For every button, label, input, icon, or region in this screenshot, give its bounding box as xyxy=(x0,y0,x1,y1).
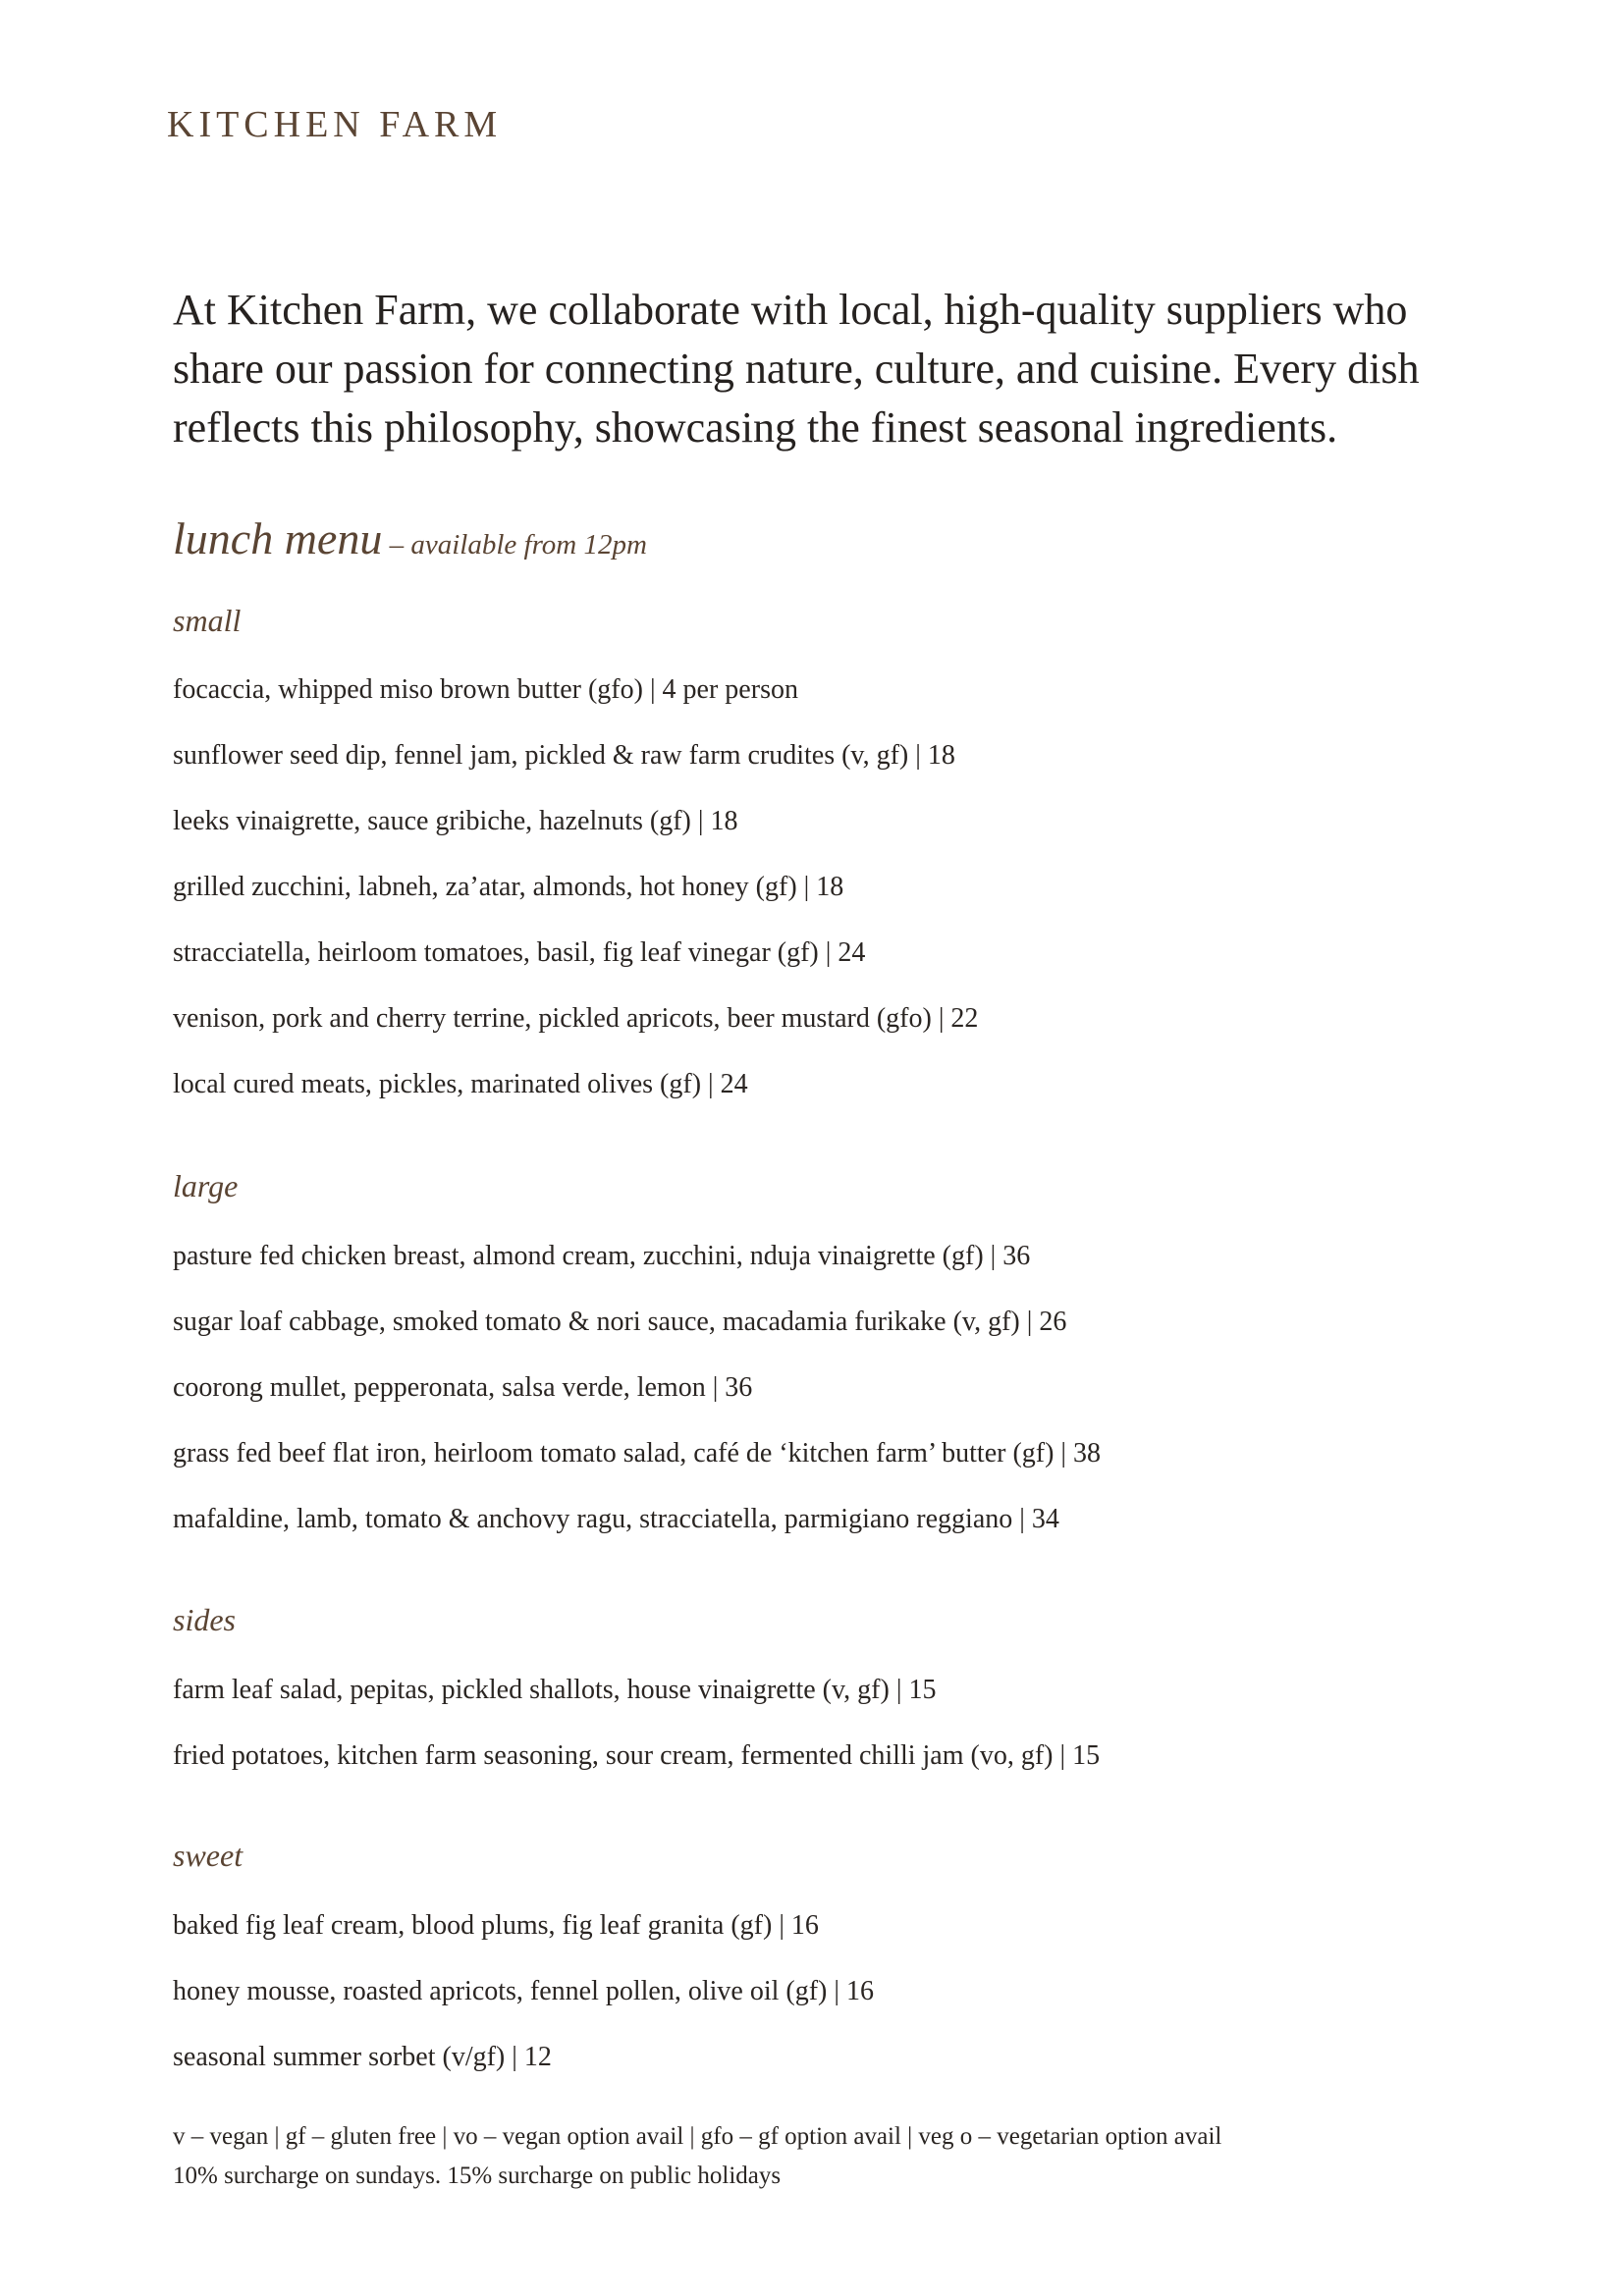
menu-title: lunch menu xyxy=(173,513,383,563)
section-title-sweet: sweet xyxy=(173,1838,243,1873)
menu-item: local cured meats, pickles, marinated olives (gf) | 24 xyxy=(173,1069,748,1099)
menu-item: leeks vinaigrette, sauce gribiche, hazelnuts (gf) | 18 xyxy=(173,806,738,836)
dietary-legend: v – vegan | gf – gluten free | vo – vegan option avail | gfo – gf option avail | veg o – vegetarian option avail xyxy=(173,2123,1222,2150)
menu-item: farm leaf salad, pepitas, pickled shallots, house vinaigrette (v, gf) | 15 xyxy=(173,1675,937,1705)
menu-item: honey mousse, roasted apricots, fennel pollen, olive oil (gf) | 16 xyxy=(173,1976,874,2006)
menu-subtitle: – available from 12pm xyxy=(382,529,647,561)
section-title-sides: sides xyxy=(173,1602,236,1637)
section-title-small: small xyxy=(173,603,242,638)
menu-item: fried potatoes, kitchen farm seasoning, sour cream, fermented chilli jam (vo, gf) | 15 xyxy=(173,1740,1101,1771)
menu-item: stracciatella, heirloom tomatoes, basil, fig leaf vinegar (gf) | 24 xyxy=(173,937,866,968)
menu-item: grass fed beef flat iron, heirloom tomato salad, café de ‘kitchen farm’ butter (gf) | 38 xyxy=(173,1438,1102,1468)
surcharge-note: 10% surcharge on sundays. 15% surcharge on public holidays xyxy=(173,2163,782,2189)
section-title-large: large xyxy=(173,1168,239,1203)
menu-item: seasonal summer sorbet (v/gf) | 12 xyxy=(173,2042,552,2072)
menu-heading xyxy=(173,513,647,563)
menu-item: sunflower seed dip, fennel jam, pickled & raw farm crudites (v, gf) | 18 xyxy=(173,740,955,771)
menu-item: mafaldine, lamb, tomato & anchovy ragu, stracciatella, parmigiano reggiano | 34 xyxy=(173,1504,1059,1534)
menu-item: sugar loaf cabbage, smoked tomato & nori sauce, macadamia furikake (v, gf) | 26 xyxy=(173,1307,1067,1337)
menu-item: coorong mullet, pepperonata, salsa verde, lemon | 36 xyxy=(173,1372,753,1403)
menu-item: grilled zucchini, labneh, za’atar, almonds, hot honey (gf) | 18 xyxy=(173,872,844,902)
menu-item: venison, pork and cherry terrine, pickled apricots, beer mustard (gfo) | 22 xyxy=(173,1003,979,1034)
intro-paragraph: At Kitchen Farm, we collaborate with local, high-quality suppliers who share our passion for connecting nature, culture, and cuisine. Every dish reflects this philosophy, showcasing the finest seasonal ingredients. xyxy=(173,286,1420,452)
menu-item: focaccia, whipped miso brown butter (gfo) | 4 per person xyxy=(173,674,798,705)
menu-item: pasture fed chicken breast, almond cream, zucchini, nduja vinaigrette (gf) | 36 xyxy=(173,1241,1031,1271)
menu-item: baked fig leaf cream, blood plums, fig leaf granita (gf) | 16 xyxy=(173,1910,819,1941)
restaurant-logo-text: KITCHEN FARM xyxy=(167,104,503,145)
